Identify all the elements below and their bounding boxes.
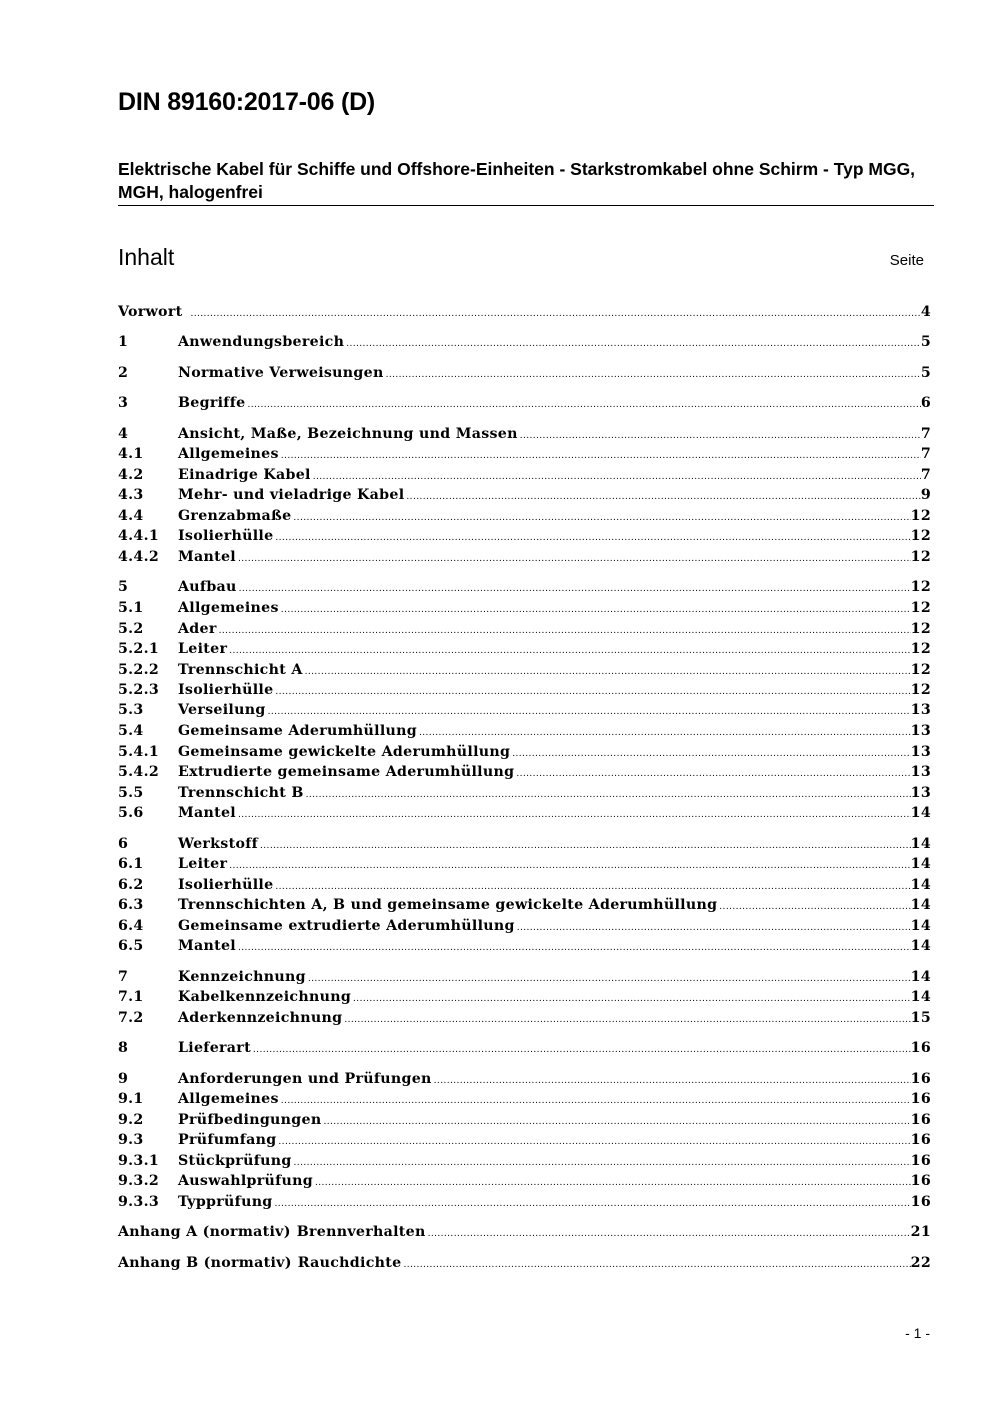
toc-entry-title: Lieferart	[178, 1040, 251, 1056]
toc-entry[interactable]	[118, 393, 931, 413]
toc-entry-page: 13	[910, 785, 931, 801]
toc-entry-page: 7	[920, 426, 931, 442]
page-number: - 1 -	[905, 1325, 930, 1341]
toc-entry-number: 4	[118, 426, 129, 442]
toc-entry-title: Isolierhülle	[178, 682, 274, 698]
toc-entry[interactable]	[118, 916, 931, 936]
toc-entry[interactable]	[118, 660, 931, 680]
toc-entry-page: 12	[910, 528, 931, 544]
toc-entry[interactable]	[118, 444, 931, 464]
toc-dot-leader	[245, 395, 920, 415]
toc-dot-leader	[304, 785, 911, 805]
toc-dot-leader	[276, 1132, 910, 1152]
toc-entry-title: Stückprüfung	[178, 1153, 292, 1169]
toc-dot-leader	[313, 1173, 911, 1193]
toc-entry[interactable]	[118, 619, 931, 639]
toc-entry[interactable]	[118, 783, 931, 803]
toc-dot-leader	[311, 467, 921, 487]
toc-dot-leader	[510, 744, 910, 764]
toc-entry-page: 14	[910, 877, 931, 893]
toc-dot-leader	[351, 989, 911, 1009]
toc-dot-leader	[514, 764, 910, 784]
toc-entry-title: Gemeinsame Aderumhüllung	[178, 723, 417, 739]
toc-entry-page: 13	[910, 764, 931, 780]
toc-entry-page: 14	[910, 938, 931, 954]
toc-entry-number: 9	[118, 1071, 129, 1087]
toc-entry[interactable]	[118, 680, 931, 700]
toc-entry-number: 5.2.2	[118, 662, 159, 678]
toc-entry-page: 14	[910, 856, 931, 872]
toc-entry-number: 1	[118, 334, 129, 350]
toc-entry-title: Gemeinsame gewickelte Aderumhüllung	[178, 744, 511, 760]
toc-dot-leader	[236, 549, 911, 569]
toc-entry[interactable]	[118, 506, 931, 526]
toc-entry-title: Trennschicht B	[178, 785, 304, 801]
toc-entry-page: 14	[910, 918, 931, 934]
toc-dot-leader	[217, 621, 911, 641]
toc-entry[interactable]	[118, 526, 931, 546]
toc-entry-title: Prüfumfang	[178, 1132, 277, 1148]
toc-entry-title: Mantel	[178, 805, 236, 821]
toc-entry-title: Rauchdichte	[297, 1255, 402, 1271]
toc-entry[interactable]	[118, 803, 931, 823]
toc-entry-title: Leiter	[178, 641, 228, 657]
toc-entry[interactable]	[118, 465, 931, 485]
toc-entry-title: Mantel	[178, 938, 236, 954]
toc-entry-number: 6.1	[118, 856, 144, 872]
toc-entry-number: Anhang A (normativ)	[118, 1224, 291, 1240]
toc-entry-page: 12	[910, 549, 931, 565]
toc-entry-page: 21	[910, 1224, 931, 1240]
toc-entry-title: Auswahlprüfung	[178, 1173, 313, 1189]
toc-heading: Inhalt	[118, 244, 175, 270]
toc-entry-page: 7	[920, 467, 931, 483]
toc-dot-leader	[273, 682, 910, 702]
toc-entry-page: 22	[910, 1255, 931, 1271]
toc-dot-leader	[515, 918, 911, 938]
toc-entry[interactable]	[118, 1089, 931, 1109]
toc-dot-leader	[717, 897, 910, 917]
toc-entry[interactable]	[118, 1192, 931, 1212]
toc-dot-leader	[417, 723, 911, 743]
toc-entry[interactable]	[118, 598, 931, 618]
toc-entry-number: 4.4	[118, 508, 144, 524]
toc-entry[interactable]	[118, 639, 931, 659]
toc-entry-number: 5.6	[118, 805, 144, 821]
toc-entry-number: 4.4.2	[118, 549, 159, 565]
toc-entry-number: 9.3.1	[118, 1153, 159, 1169]
toc-entry[interactable]	[118, 967, 931, 987]
toc-entry-page: 16	[910, 1194, 931, 1210]
toc-entry-title: Leiter	[178, 856, 228, 872]
toc-entry-page: 12	[910, 641, 931, 657]
toc-entry-title: Mehr- und vieladrige Kabel	[178, 487, 405, 503]
toc-entry[interactable]	[118, 1110, 931, 1130]
toc-entry-title: Trennschicht A	[178, 662, 303, 678]
toc-entry-title: Kabelkennzeichnung	[178, 989, 352, 1005]
toc-entry-page: 12	[910, 508, 931, 524]
toc-entry-number: 3	[118, 395, 129, 411]
toc-entry-title: Allgemeines	[178, 600, 279, 616]
toc-entry-number: 5.2.3	[118, 682, 159, 698]
toc-entry[interactable]	[118, 834, 931, 854]
toc-entry-number: 4.1	[118, 446, 144, 462]
toc-dot-leader	[303, 662, 911, 682]
toc-entry-page: 14	[910, 805, 931, 821]
toc-entry-page: 12	[910, 579, 931, 595]
toc-entry[interactable]	[118, 854, 931, 874]
toc-entry-title: Extrudierte gemeinsame Aderumhüllung	[178, 764, 515, 780]
toc-entry[interactable]	[118, 332, 931, 352]
toc-entry-page: 13	[910, 702, 931, 718]
toc-page-label: Seite	[889, 252, 924, 269]
toc-entry-title: Aderkennzeichnung	[178, 1010, 343, 1026]
toc-entry-number: 6	[118, 836, 129, 852]
toc-entry-number: 9.3.3	[118, 1194, 159, 1210]
toc-dot-leader	[426, 1224, 911, 1244]
toc-entry-title: Trennschichten A, B und gemeinsame gewickelte Aderumhüllung	[178, 897, 718, 913]
toc-entry-number: 2	[118, 365, 129, 381]
toc-entry[interactable]	[118, 485, 931, 505]
toc-dot-leader	[279, 600, 911, 620]
toc-dot-leader	[279, 1091, 911, 1111]
toc-dot-leader	[188, 304, 920, 324]
toc-entry-number: 5.2	[118, 621, 144, 637]
toc-entry-page: 6	[920, 395, 931, 411]
toc-entry-page: 15	[910, 1010, 931, 1026]
toc-entry-page: 12	[910, 682, 931, 698]
toc-entry-number: 4.2	[118, 467, 144, 483]
toc-dot-leader	[306, 969, 911, 989]
toc-entry-title: Allgemeines	[178, 446, 279, 462]
toc-dot-leader	[344, 334, 921, 354]
toc-entry-title: Gemeinsame extrudierte Aderumhüllung	[178, 918, 515, 934]
toc-dot-leader	[273, 528, 910, 548]
toc-entry-title: Prüfbedingungen	[178, 1112, 322, 1128]
toc-dot-leader	[236, 938, 911, 958]
toc-entry[interactable]	[118, 577, 931, 597]
toc-entry-number: 9.2	[118, 1112, 144, 1128]
toc-entry-page: 16	[910, 1091, 931, 1107]
toc-entry-number: 5.4	[118, 723, 144, 739]
toc-entry-title: Allgemeines	[178, 1091, 279, 1107]
toc-entry-title: Mantel	[178, 549, 236, 565]
toc-entry-number: 7	[118, 969, 129, 985]
toc-entry[interactable]	[118, 424, 931, 444]
toc-entry-title: Werkstoff	[178, 836, 259, 852]
title-divider	[118, 205, 934, 206]
toc-entry[interactable]	[118, 1151, 931, 1171]
toc-entry[interactable]	[118, 987, 931, 1007]
toc-entry[interactable]	[118, 1008, 931, 1028]
toc-entry-number: 9.3.2	[118, 1173, 159, 1189]
toc-dot-leader	[227, 641, 910, 661]
toc-entry-number: 6.3	[118, 897, 144, 913]
toc-entry-page: 5	[920, 334, 931, 350]
toc-entry[interactable]	[118, 363, 931, 383]
toc-entry-title: Ader	[178, 621, 217, 637]
toc-entry-number: 5.4.2	[118, 764, 159, 780]
toc-entry-number: 5.4.1	[118, 744, 159, 760]
toc-entry-number: 5.2.1	[118, 641, 159, 657]
toc-entry-number: 9.3	[118, 1132, 144, 1148]
toc-entry-number: 7.2	[118, 1010, 144, 1026]
toc-entry-page: 12	[910, 600, 931, 616]
toc-entry[interactable]	[118, 1253, 931, 1273]
toc-dot-leader	[273, 1194, 911, 1214]
toc-entry-number: 8	[118, 1040, 129, 1056]
toc-entry-title: Anwendungsbereich	[178, 334, 345, 350]
toc-entry[interactable]	[118, 875, 931, 895]
toc-dot-leader	[401, 1255, 910, 1275]
toc-entry-page: 16	[910, 1112, 931, 1128]
toc-entry[interactable]	[118, 1069, 931, 1089]
toc-entry-page: 9	[920, 487, 931, 503]
toc-entry-page: 13	[910, 744, 931, 760]
toc-entry-page: 4	[920, 304, 931, 320]
toc-entry-page: 16	[910, 1040, 931, 1056]
toc-entry[interactable]	[118, 1130, 931, 1150]
toc-entry-title: Aufbau	[178, 579, 237, 595]
toc-entry[interactable]	[118, 721, 931, 741]
toc-entry-page: 14	[910, 836, 931, 852]
toc-entry-title: Begriffe	[178, 395, 246, 411]
toc-entry-page: 7	[920, 446, 931, 462]
toc-entry[interactable]	[118, 936, 931, 956]
toc-entry-page: 12	[910, 662, 931, 678]
toc-dot-leader	[518, 426, 921, 446]
toc-dot-leader	[404, 487, 920, 507]
toc-dot-leader	[237, 579, 911, 599]
toc-entry-number: 5.1	[118, 600, 144, 616]
toc-entry-number: 5.3	[118, 702, 144, 718]
toc-dot-leader	[227, 856, 910, 876]
toc-dot-leader	[251, 1040, 911, 1060]
toc-dot-leader	[279, 446, 921, 466]
toc-entry-title: Kennzeichnung	[178, 969, 306, 985]
toc-entry-page: 13	[910, 723, 931, 739]
toc-entry-page: 5	[920, 365, 931, 381]
toc-dot-leader	[273, 877, 910, 897]
toc-entry-number: 6.2	[118, 877, 144, 893]
toc-entry-number: 7.1	[118, 989, 144, 1005]
toc-dot-leader	[342, 1010, 910, 1030]
toc-dot-leader	[321, 1112, 910, 1132]
toc-dot-leader	[258, 836, 911, 856]
toc-entry-page: 14	[910, 989, 931, 1005]
toc-entry[interactable]	[118, 700, 931, 720]
toc-entry-number: 4.4.1	[118, 528, 159, 544]
toc-dot-leader	[384, 365, 921, 385]
toc-entry-page: 14	[910, 897, 931, 913]
toc-entry-number: 5.5	[118, 785, 144, 801]
toc-entry-title: Einadrige Kabel	[178, 467, 311, 483]
toc-entry-title: Brennverhalten	[296, 1224, 426, 1240]
toc-entry[interactable]	[118, 895, 931, 915]
toc-entry-title: Verseilung	[178, 702, 266, 718]
toc-entry-number: Vorwort	[118, 304, 183, 320]
toc-entry-page: 12	[910, 621, 931, 637]
toc-dot-leader	[432, 1071, 911, 1091]
toc-entry-page: 16	[910, 1153, 931, 1169]
toc-entry[interactable]	[118, 1038, 931, 1058]
toc-entry-title: Anforderungen und Prüfungen	[178, 1071, 432, 1087]
toc-entry[interactable]	[118, 1222, 931, 1242]
toc-entry-number: 5	[118, 579, 129, 595]
toc-dot-leader	[291, 508, 910, 528]
toc-entry-page: 16	[910, 1173, 931, 1189]
toc-entry-title: Grenzabmaße	[178, 508, 292, 524]
document-id: DIN 89160:2017-06 (D)	[118, 88, 376, 116]
document-title: Elektrische Kabel für Schiffe und Offshore-Einheiten - Starkstromkabel ohne Schirm - Typ MGG, MGH, halogenfrei	[118, 159, 916, 202]
toc-entry-title: Normative Verweisungen	[178, 365, 384, 381]
toc-entry-number: 9.1	[118, 1091, 144, 1107]
toc-entry-number: Anhang B (normativ)	[118, 1255, 292, 1271]
toc-entry[interactable]	[118, 742, 931, 762]
toc-entry-number: 6.5	[118, 938, 144, 954]
toc-entry-page: 16	[910, 1071, 931, 1087]
toc-entry-title: Typprüfung	[178, 1194, 273, 1210]
toc-entry-title: Ansicht, Maße, Bezeichnung und Massen	[178, 426, 518, 442]
toc-entry-title: Isolierhülle	[178, 877, 274, 893]
toc-dot-leader	[236, 805, 911, 825]
toc-entry-page: 14	[910, 969, 931, 985]
toc-entry-number: 6.4	[118, 918, 144, 934]
toc-entry-page: 16	[910, 1132, 931, 1148]
toc-dot-leader	[292, 1153, 911, 1173]
toc-entry[interactable]	[118, 762, 931, 782]
toc-entry-title: Isolierhülle	[178, 528, 274, 544]
toc-entry[interactable]	[118, 302, 931, 322]
toc-dot-leader	[266, 702, 911, 722]
toc-entry[interactable]	[118, 1171, 931, 1191]
toc-entry-number: 4.3	[118, 487, 144, 503]
toc-entry[interactable]	[118, 547, 931, 567]
